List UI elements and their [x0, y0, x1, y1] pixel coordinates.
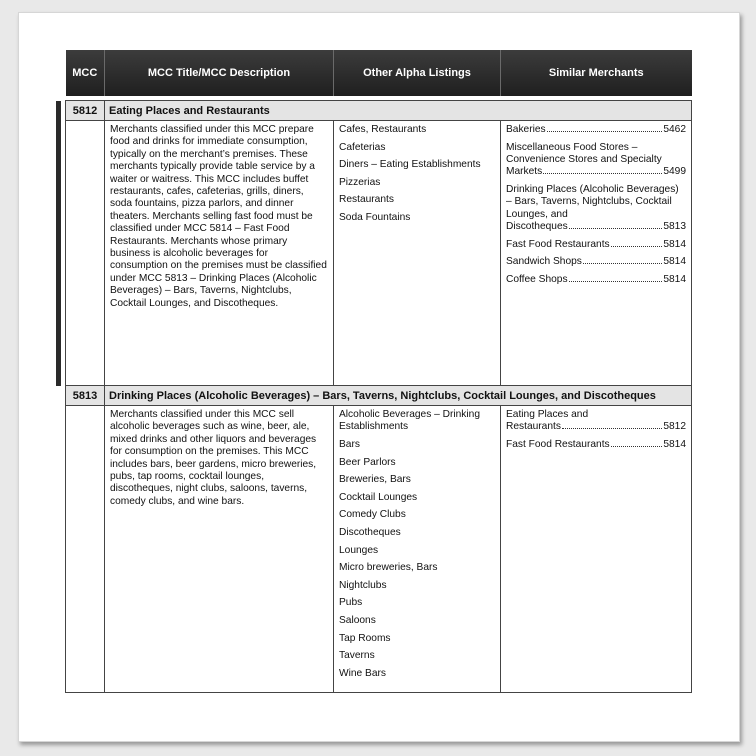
similar-merchant-code: 5814 [663, 439, 686, 450]
header-title-description: MCC Title/MCC Description [105, 50, 334, 96]
similar-merchant-code: 5812 [663, 421, 686, 433]
mcc-title: Drinking Places (Alcoholic Beverages) – Bars, Taverns, Nightclubs, Cocktail Lounges, and Discotheques [105, 386, 692, 406]
alpha-listing-item: Saloons [339, 614, 376, 626]
mcc-description: Merchants classified under this MCC prepare food and drinks for immediate consumption, typically on the merchant’s premises. These merchants typically provide table service by a waiter or waitress. This MCC includes buffet restaurants, cafes, cafeterias, grills, diners, soda fountains, pizza parlors, and dinner theaters. Merchants selling fast food must be classified under MCC 5814 – Fast Food Restaurants. Merchants whose primary business is alcoholic beverages for consumption on the premises must be classified under MCC 5813 – Drinking Places (Alcoholic Beverages) – Bars, Taverns, Nightclubs, Cocktail Lounges, and Discotheques. [105, 121, 334, 386]
similar-merchant-name: Bakeries [506, 124, 546, 135]
similar-merchant-name: Markets [506, 166, 543, 178]
alpha-listing-item: Wine Bars [339, 667, 386, 679]
mcc-code: 5813 [66, 386, 105, 406]
dot-leader [543, 173, 662, 174]
header-similar-merchants: Similar Merchants [501, 50, 692, 96]
similar-merchant-name: Eating Places and [506, 409, 589, 420]
alpha-listing-item: Bars [339, 439, 360, 450]
alpha-listings-cell [334, 121, 501, 386]
dot-leader [569, 228, 663, 229]
change-bar [56, 101, 61, 386]
similar-merchant-name: Discotheques [506, 221, 568, 233]
similar-merchant-code: 5814 [663, 238, 686, 250]
similar-merchant-item [506, 439, 686, 451]
mcc-code-cell [66, 121, 105, 386]
alpha-listing-item: Cafeterias [339, 141, 386, 153]
alpha-listing-item: Cocktail Lounges [339, 491, 418, 503]
alpha-listing-item: Tap Rooms [339, 632, 391, 644]
header-mcc: MCC [66, 50, 105, 96]
alpha-listing-item: Diners – Eating Establishments [339, 159, 481, 171]
similar-merchant-name: Fast Food Restaurants [506, 439, 610, 450]
alpha-listing-item: Breweries, Bars [339, 474, 411, 486]
dot-leader [569, 281, 663, 282]
alpha-listings-cell [334, 406, 501, 693]
dot-leader [611, 246, 663, 247]
dot-leader [583, 263, 662, 264]
alpha-listing-item: Comedy Clubs [339, 509, 406, 521]
similar-merchant-name: Coffee Shops [506, 274, 568, 285]
similar-merchant-code: 5814 [663, 256, 686, 268]
alpha-listing-item: Alcoholic Beverages – Drinking Establishments [339, 409, 480, 433]
mcc-description: Merchants classified under this MCC sell alcoholic beverages such as wine, beer, ale, mixed drinks and other liquors and beverages for consumption on the premises. This MCC includes bars, beer gardens, micro breweries, pubs, tap rooms, cocktail lounges, discotheques, night clubs, saloons, taverns, comedy clubs, and wine bars. [105, 406, 334, 693]
similar-merchant-code: 5814 [663, 274, 686, 285]
alpha-listing-item: Restaurants [339, 194, 394, 206]
similar-merchant-name: Drinking Places (Alcoholic Beverages) – Bars, Taverns, Nightclubs, Cocktail Lounges, and [506, 184, 679, 220]
similar-merchant-item [506, 239, 686, 251]
similar-merchant-item [506, 124, 686, 136]
entry-title-row [66, 386, 692, 406]
similar-merchant-name: Sandwich Shops [506, 256, 582, 268]
alpha-listing-item: Pizzerias [339, 176, 381, 188]
table-header [66, 50, 692, 96]
similar-merchant-name: Miscellaneous Food Stores – Convenience Stores and Specialty [506, 141, 662, 165]
similar-merchant-item [506, 274, 686, 286]
alpha-listing-item: Lounges [339, 544, 379, 556]
alpha-listing-item: Nightclubs [339, 579, 387, 591]
alpha-listing-item: Discotheques [339, 526, 401, 538]
dot-leader [611, 446, 663, 447]
similar-merchant-name: Fast Food Restaurants [506, 238, 610, 250]
entry-title-row [66, 101, 692, 121]
similar-merchants-cell [501, 121, 692, 386]
alpha-listing-item: Pubs [339, 597, 363, 609]
similar-merchant-code: 5813 [663, 221, 686, 233]
similar-merchant-item [506, 142, 686, 179]
header-alpha-listings: Other Alpha Listings [334, 50, 501, 96]
similar-merchant-item [506, 409, 686, 434]
mcc-code-cell [66, 406, 105, 693]
alpha-listing-item: Taverns [339, 650, 375, 662]
dot-leader [562, 428, 662, 429]
similar-merchant-code: 5462 [663, 124, 686, 135]
mcc-title: Eating Places and Restaurants [105, 101, 692, 121]
similar-merchant-code: 5499 [663, 166, 686, 178]
mcc-code: 5812 [66, 101, 105, 121]
entry-body-row [66, 406, 692, 693]
similar-merchants-cell [501, 406, 692, 693]
alpha-listing-item: Micro breweries, Bars [339, 562, 438, 574]
similar-merchant-item [506, 184, 686, 234]
alpha-listing-item: Soda Fountains [339, 211, 411, 223]
mcc-table [65, 50, 692, 693]
alpha-listing-item: Beer Parlors [339, 456, 396, 468]
dot-leader [547, 131, 663, 132]
entry-body-row [66, 121, 692, 386]
alpha-listing-item: Cafes, Restaurants [339, 124, 427, 135]
similar-merchant-item [506, 256, 686, 268]
similar-merchant-name: Restaurants [506, 421, 561, 433]
